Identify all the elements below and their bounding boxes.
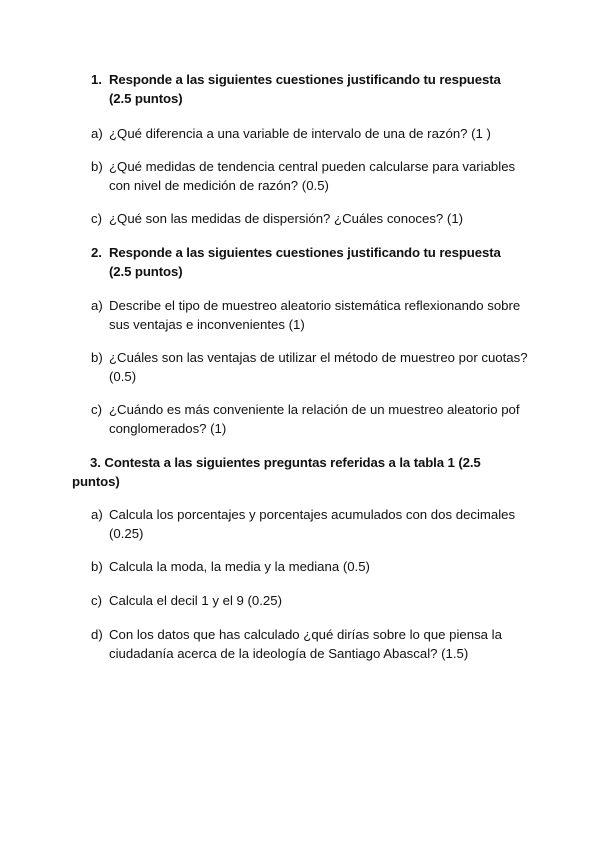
item-letter: a): [91, 298, 103, 313]
item-letter: c): [91, 402, 102, 417]
item-letter: a): [91, 126, 103, 141]
item-text: ¿Qué son las medidas de dispersión? ¿Cuáles conoces? (1): [109, 211, 464, 226]
section-1-number: 1.: [91, 72, 102, 87]
section-1-title: Responde a las siguientes cuestiones justificando tu respuesta (2.5 puntos): [109, 72, 501, 106]
item-text: Describe el tipo de muestreo aleatorio sistemática reflexionando sobre sus ventajas e inconvenientes (1): [109, 298, 521, 332]
section-2-heading: [91, 243, 531, 283]
item-text: ¿Cuáles son las ventajas de utilizar el método de muestreo por cuotas? (0.5): [109, 350, 528, 384]
section-3-title: Contesta a las siguientes preguntas referidas a la tabla 1 (2.5 puntos): [72, 455, 481, 489]
item-text: ¿Cuándo es más conveniente la relación de un muestreo aleatorio pof conglomerados? (1): [109, 402, 520, 436]
item-text: ¿Qué diferencia a una variable de intervalo de una de razón? (1 ): [109, 126, 491, 141]
section-1-heading: [91, 70, 531, 110]
item-text: Calcula la moda, la media y la mediana (0.5): [109, 559, 370, 574]
item-letter: c): [91, 211, 102, 226]
section-3-heading: [72, 453, 522, 493]
item-letter: b): [91, 159, 103, 174]
item-text: Con los datos que has calculado ¿qué dirías sobre lo que piensa la ciudadanía acerca de la ideología de Santiago Abascal? (1.5): [109, 627, 502, 661]
item-letter: d): [91, 627, 103, 642]
item-text: Calcula el decil 1 y el 9 (0.25): [109, 593, 282, 608]
item-letter: c): [91, 593, 102, 608]
item-letter: a): [91, 507, 103, 522]
item-text: ¿Qué medidas de tendencia central pueden calcularse para variables con nivel de medición de razón? (0.5): [109, 159, 516, 193]
section-3-number: 3.: [90, 455, 101, 470]
item-letter: b): [91, 350, 103, 365]
section-2-number: 2.: [91, 245, 102, 260]
item-letter: b): [91, 559, 103, 574]
section-2-title: Responde a las siguientes cuestiones justificando tu respuesta (2.5 puntos): [109, 245, 501, 279]
item-text: Calcula los porcentajes y porcentajes acumulados con dos decimales (0.25): [109, 507, 516, 541]
